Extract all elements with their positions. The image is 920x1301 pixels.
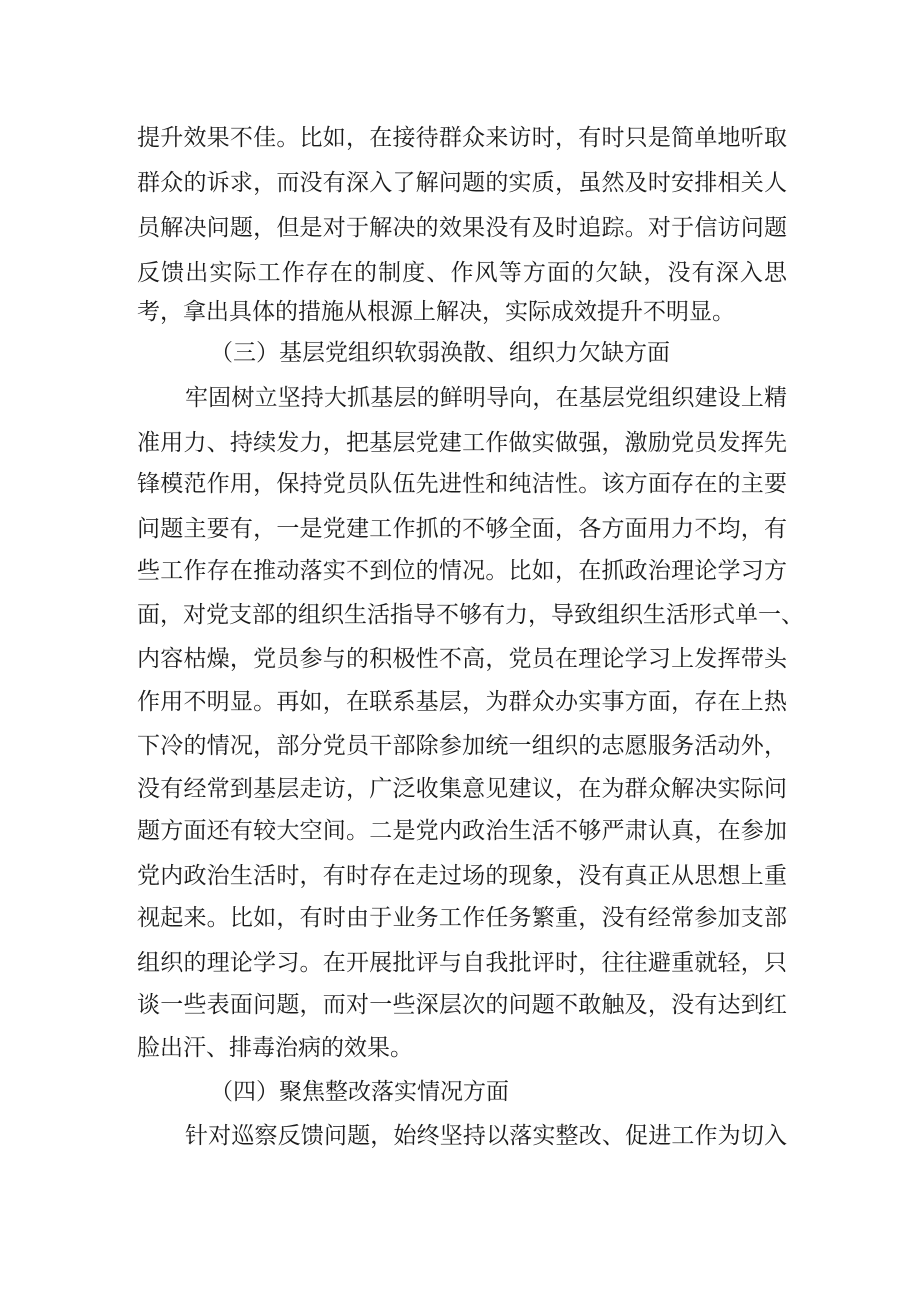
- text-line: 面，对党支部的组织生活指导不够有力，导致组织生活形式单一、: [137, 602, 804, 628]
- text-line: 考，拿出具体的措施从根源上解决，实际成效提升不明显。: [137, 299, 735, 325]
- text-line: 脸出汗、排毒治病的效果。: [137, 1035, 413, 1061]
- text-line: 牢固树立坚持大抓基层的鲜明导向，在基层党组织建设上精: [185, 385, 787, 411]
- text-line: 党内政治生活时，有时存在走过场的现象，没有真正从思想上重: [137, 863, 787, 889]
- text-line: 内容枯燥，党员参与的积极性不高，党员在理论学习上发挥带头: [137, 646, 787, 672]
- text-line: 员解决问题，但是对于解决的效果没有及时追踪。对于信访问题: [137, 215, 787, 241]
- text-line: 提升效果不佳。比如，在接待群众来访时，有时只是简单地听取: [137, 125, 787, 151]
- text-line: 谈一些表面问题，而对一些深层次的问题不敢触及，没有达到红: [137, 992, 787, 1018]
- text-line: 问题主要有，一是党建工作抓的不够全面，各方面用力不均，有: [137, 516, 787, 542]
- text-line: 题方面还有较大空间。二是党内政治生活不够严肃认真，在参加: [137, 818, 787, 844]
- text-line: 准用力、持续发力，把基层党建工作做实做强，激励党员发挥先: [137, 430, 787, 456]
- text-line: 下冷的情况，部分党员干部除参加统一组织的志愿服务活动外，: [137, 733, 787, 759]
- text-line: 群众的诉求，而没有深入了解问题的实质，虽然及时安排相关人: [137, 170, 787, 196]
- text-line: 没有经常到基层走访，广泛收集意见建议，在为群众解决实际问: [137, 776, 787, 802]
- text-line: 视起来。比如，有时由于业务工作任务繁重，没有经常参加支部: [137, 905, 787, 931]
- section-heading-3: （三）基层党组织软弱涣散、组织力欠缺方面: [210, 340, 670, 366]
- text-line: 反馈出实际工作存在的制度、作风等方面的欠缺，没有深入思: [137, 260, 787, 286]
- text-line: 组织的理论学习。在开展批评与自我批评时，往往避重就轻，只: [137, 950, 787, 976]
- text-line: 些工作存在推动落实不到位的情况。比如，在抓政治理论学习方: [137, 558, 787, 584]
- text-line: 锋模范作用，保持党员队伍先进性和纯洁性。该方面存在的主要: [137, 471, 787, 497]
- text-line: 作用不明显。再如，在联系基层，为群众办实事方面，存在上热: [137, 689, 787, 715]
- section-heading-4: （四）聚焦整改落实情况方面: [210, 1079, 509, 1105]
- text-line: 针对巡察反馈问题，始终坚持以落实整改、促进工作为切入: [185, 1123, 787, 1149]
